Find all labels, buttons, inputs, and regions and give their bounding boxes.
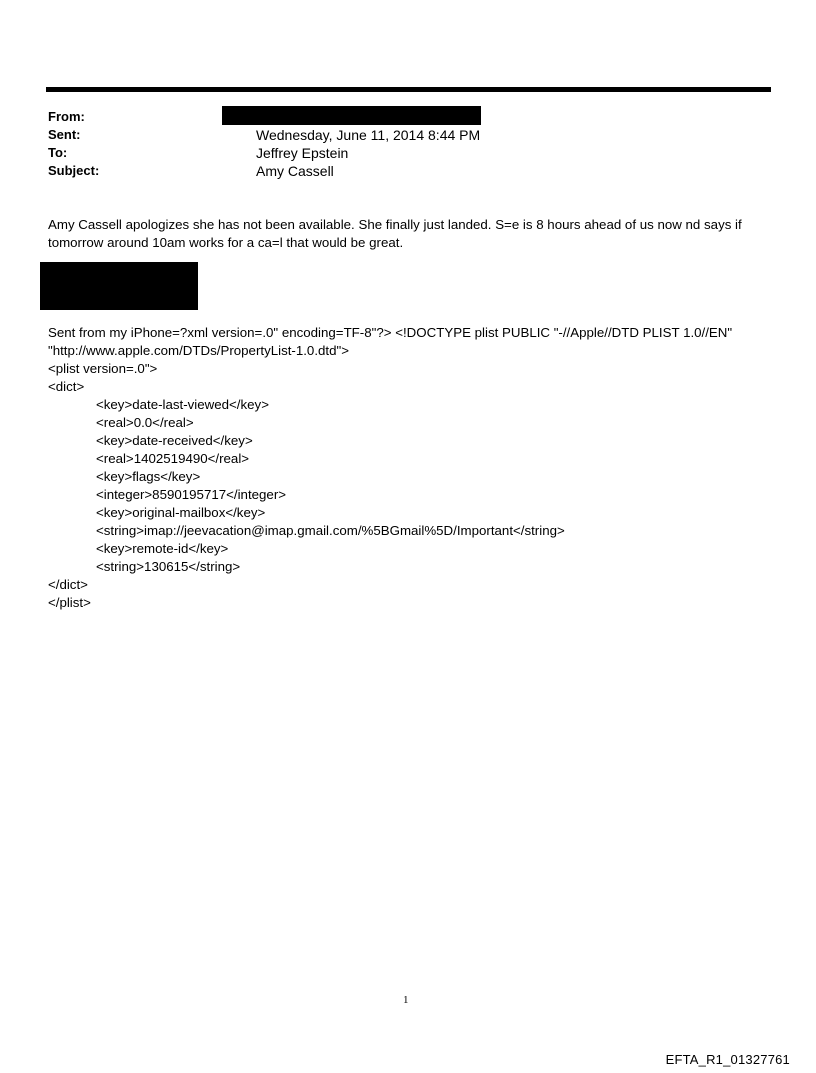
plist-line: <real>1402519490</real> (96, 451, 250, 466)
plist-line: <string>130615</string> (96, 559, 241, 574)
subject-label: Subject: (48, 163, 100, 178)
to-label: To: (48, 145, 68, 160)
plist-line: Sent from my iPhone=?xml version=.0" encoding=TF-8"?> <!DOCTYPE plist PUBLIC "-//Apple//DTD PLIST 1.0//EN" (48, 325, 733, 340)
plist-line: <integer>8590195717</integer> (96, 487, 287, 502)
plist-line: <key>date-received</key> (96, 433, 253, 448)
sent-value: Wednesday, June 11, 2014 8:44 PM (256, 127, 481, 143)
sent-label: Sent: (48, 127, 81, 142)
plist-line: <plist version=.0"> (48, 361, 158, 376)
plist-line: </dict> (48, 577, 88, 592)
plist-line: </plist> (48, 595, 91, 610)
plist-line: <key>remote-id</key> (96, 541, 229, 556)
from-label: From: (48, 109, 85, 124)
page-number: 1 (403, 994, 409, 1006)
plist-line: <key>flags</key> (96, 469, 201, 484)
header-rule (46, 87, 771, 92)
plist-line: <key>original-mailbox</key> (96, 505, 266, 520)
subject-value: Amy Cassell (256, 163, 334, 179)
plist-line: <real>0.0</real> (96, 415, 194, 430)
bates-number: EFTA_R1_01327761 (665, 1052, 790, 1067)
from-redaction (222, 106, 481, 125)
message-line-2: tomorrow around 10am works for a ca=l that would be great. (48, 235, 404, 250)
signature-redaction (40, 262, 198, 310)
message-line-1: Amy Cassell apologizes she has not been available. She finally just landed. S=e is 8 hours ahead of us now nd says if (48, 217, 742, 232)
plist-line: <string>imap://jeevacation@imap.gmail.com/%5BGmail%5D/Important</string> (96, 523, 565, 538)
to-value: Jeffrey Epstein (256, 145, 349, 161)
plist-line: <key>date-last-viewed</key> (96, 397, 269, 412)
plist-line: <dict> (48, 379, 85, 394)
plist-line: "http://www.apple.com/DTDs/PropertyList-1.0.dtd"> (48, 343, 349, 358)
